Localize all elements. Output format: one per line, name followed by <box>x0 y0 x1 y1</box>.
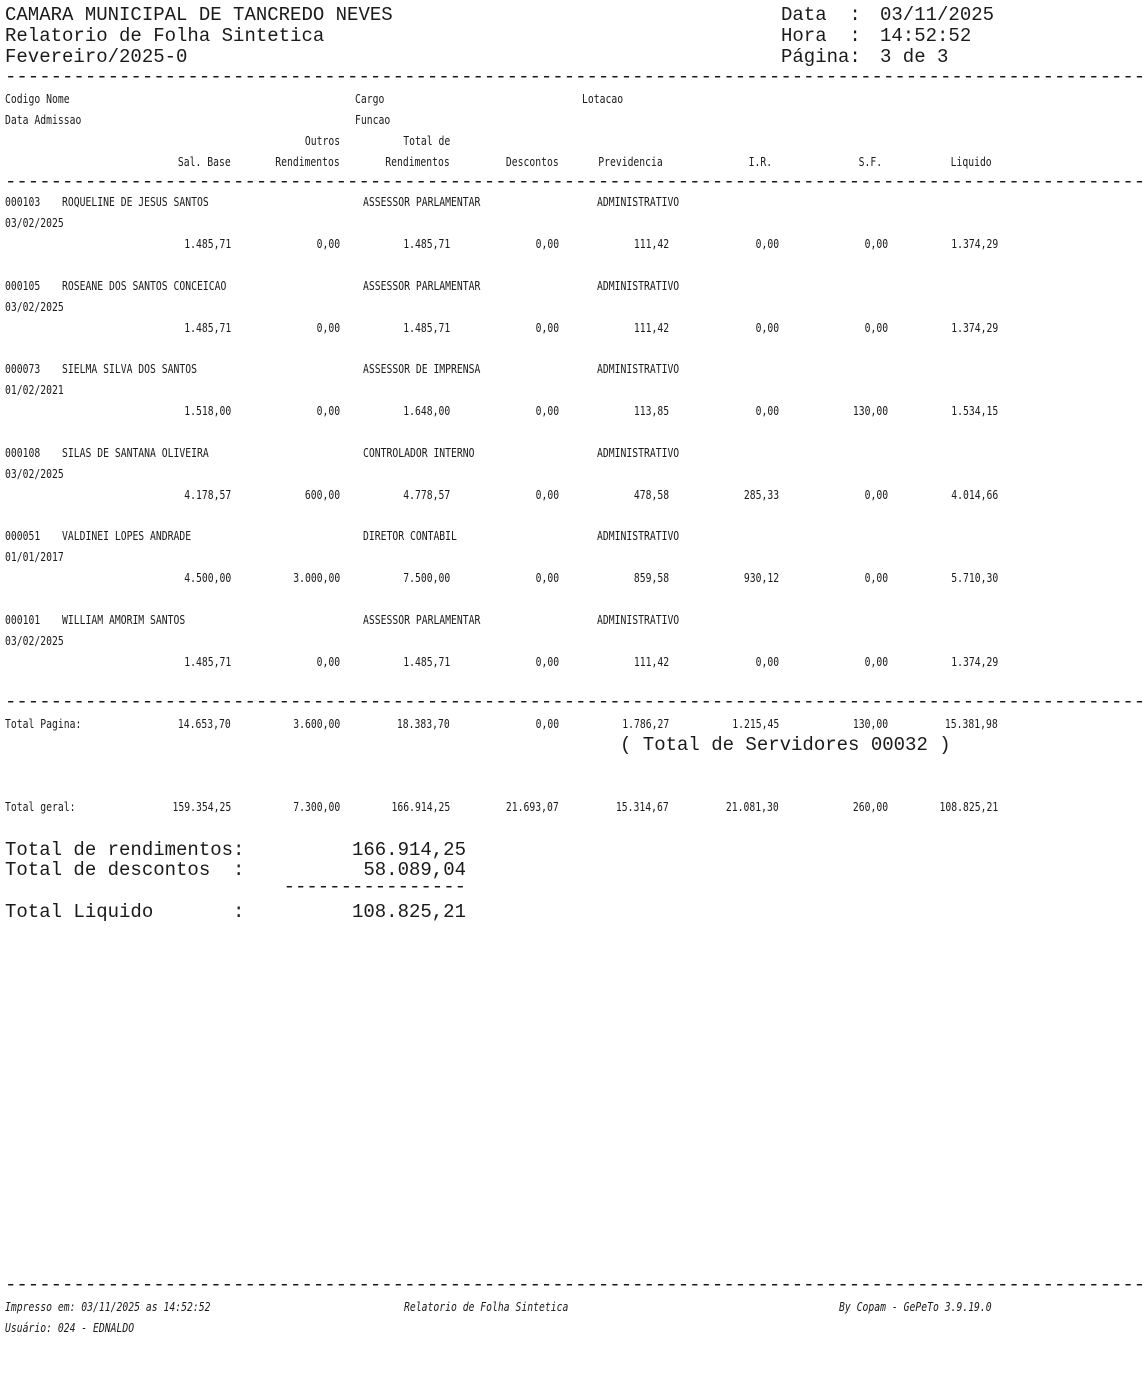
total-general-outros-rendimentos: 7.300,00 <box>293 799 340 814</box>
employee-outros-rendimentos: 0,00 <box>316 236 340 251</box>
divider: ---------------------------------------------------------------------------------------------------- <box>5 691 1145 713</box>
employee-liquido: 1.534,15 <box>951 403 998 418</box>
employee-total-rendimentos: 1.485,71 <box>403 653 450 669</box>
col-total-rendimentos: Rendimentos <box>385 154 450 169</box>
total-page-total-rendimentos: 18.383,70 <box>397 716 450 731</box>
summary-descontos-label: Total de descontos : <box>5 859 245 881</box>
employee-descontos: 0,00 <box>535 319 559 335</box>
employee-code: 000105 <box>5 277 41 293</box>
employee-ir: 930,12 <box>743 570 779 585</box>
total-general-sal-base: 159.354,25 <box>172 799 231 814</box>
employee-total-rendimentos: 7.500,00 <box>403 570 450 585</box>
employee-lotacao: ADMINISTRATIVO <box>597 611 680 627</box>
employee-descontos: 0,00 <box>535 236 559 251</box>
date-value: 03/11/2025 <box>880 4 995 26</box>
page-value: 3 de 3 <box>880 46 949 68</box>
employee-cargo: ASSESSOR PARLAMENTAR <box>363 277 481 293</box>
date-label: Data : <box>781 4 861 26</box>
employee-lotacao: ADMINISTRATIVO <box>597 194 680 209</box>
employee-sal-base: 4.500,00 <box>184 570 231 585</box>
employee-admissao: 03/02/2025 <box>5 215 64 230</box>
employee-lotacao: ADMINISTRATIVO <box>597 277 680 293</box>
employee-total-rendimentos: 4.778,57 <box>403 486 450 502</box>
employee-descontos: 0,00 <box>535 403 559 418</box>
employee-sal-base: 1.485,71 <box>184 653 231 669</box>
col-descontos: Descontos <box>506 154 559 169</box>
summary-liquido-label: Total Liquido : <box>5 901 245 923</box>
employee-liquido: 4.014,66 <box>951 486 998 502</box>
total-general-descontos: 21.693,07 <box>506 799 559 814</box>
employee-name: ROSEANE DOS SANTOS CONCEICAO <box>62 277 227 293</box>
employee-code: 000051 <box>5 528 41 543</box>
col-total-de: Total de <box>403 133 450 148</box>
total-page-sf: 130,00 <box>852 716 888 731</box>
report-title: Relatorio de Folha Sintetica <box>5 25 325 47</box>
total-general-previdencia: 15.314,67 <box>616 799 669 814</box>
col-outros: Outros <box>304 133 340 148</box>
total-general-label: Total geral: <box>5 799 76 814</box>
col-ir: I.R. <box>748 154 772 169</box>
time-label: Hora : <box>781 25 861 47</box>
total-servers: ( Total de Servidores 00032 ) <box>620 734 951 756</box>
employee-admissao: 03/02/2025 <box>5 465 64 481</box>
employee-liquido: 1.374,29 <box>951 236 998 251</box>
divider: ---------------------------------------------------------------------------------------------------- <box>5 1274 1145 1296</box>
total-general-total-rendimentos: 166.914,25 <box>391 799 450 814</box>
employee-outros-rendimentos: 600,00 <box>304 486 340 502</box>
footer-report: Relatorio de Folha Sintetica <box>404 1299 569 1314</box>
employee-ir: 0,00 <box>755 236 779 251</box>
employee-ir: 0,00 <box>755 319 779 335</box>
employee-sal-base: 4.178,57 <box>184 486 231 502</box>
employee-previdencia: 859,58 <box>633 570 669 585</box>
total-page-outros-rendimentos: 3.600,00 <box>293 716 340 731</box>
total-general-ir: 21.081,30 <box>726 799 779 814</box>
employee-sf: 0,00 <box>864 486 888 502</box>
employee-ir: 0,00 <box>755 653 779 669</box>
summary-rendimentos-value: 166.914,25 <box>351 839 466 861</box>
employee-liquido: 5.710,30 <box>951 570 998 585</box>
org-name: CAMARA MUNICIPAL DE TANCREDO NEVES <box>5 4 393 26</box>
summary-descontos-value: 58.089,04 <box>363 859 466 881</box>
employee-sal-base: 1.485,71 <box>184 319 231 335</box>
employee-cargo: DIRETOR CONTABIL <box>363 528 457 543</box>
employee-total-rendimentos: 1.485,71 <box>403 236 450 251</box>
footer-user: Usuário: 024 - EDNALDO <box>5 1320 135 1335</box>
employee-code: 000108 <box>5 444 41 460</box>
employee-previdencia: 111,42 <box>633 653 669 669</box>
employee-name: ROQUELINE DE JESUS SANTOS <box>62 194 209 209</box>
time-value: 14:52:52 <box>880 25 972 47</box>
employee-outros-rendimentos: 0,00 <box>316 653 340 669</box>
employee-outros-rendimentos: 3.000,00 <box>293 570 340 585</box>
employee-admissao: 01/01/2017 <box>5 549 64 564</box>
col-funcao: Funcao <box>355 112 391 127</box>
page-label: Página: <box>781 46 861 68</box>
total-page-previdencia: 1.786,27 <box>622 716 669 731</box>
total-general-sf: 260,00 <box>852 799 888 814</box>
employee-admissao: 03/02/2025 <box>5 632 64 648</box>
employee-descontos: 0,00 <box>535 486 559 502</box>
employee-admissao: 01/02/2021 <box>5 382 64 397</box>
employee-code: 000103 <box>5 194 41 209</box>
employee-name: SIELMA SILVA DOS SANTOS <box>62 361 198 376</box>
employee-previdencia: 113,85 <box>633 403 669 418</box>
col-codigo-nome: Codigo Nome <box>5 91 70 106</box>
summary-rendimentos-label: Total de rendimentos: <box>5 839 245 861</box>
employee-liquido: 1.374,29 <box>951 653 998 669</box>
employee-ir: 285,33 <box>743 486 779 502</box>
employee-outros-rendimentos: 0,00 <box>316 403 340 418</box>
employee-code: 000101 <box>5 611 41 627</box>
employee-cargo: CONTROLADOR INTERNO <box>363 444 475 460</box>
divider: ---------------------------------------------------------------------------------------------------- <box>5 66 1145 88</box>
employee-name: WILLIAM AMORIM SANTOS <box>62 611 186 627</box>
employee-ir: 0,00 <box>755 403 779 418</box>
employee-sf: 0,00 <box>864 319 888 335</box>
total-page-label: Total Pagina: <box>5 716 82 731</box>
col-lotacao: Lotacao <box>582 91 624 106</box>
employee-admissao: 03/02/2025 <box>5 298 64 314</box>
total-page-liquido: 15.381,98 <box>945 716 998 731</box>
employee-sf: 0,00 <box>864 653 888 669</box>
total-page-sal-base: 14.653,70 <box>178 716 231 731</box>
total-page-descontos: 0,00 <box>535 716 559 731</box>
col-sal-base: Sal. Base <box>178 154 231 169</box>
footer-by: By Copam - GePeTo 3.9.19.0 <box>839 1299 992 1314</box>
col-cargo: Cargo <box>355 91 385 106</box>
employee-name: SILAS DE SANTANA OLIVEIRA <box>62 444 209 460</box>
summary-liquido-value: 108.825,21 <box>351 901 466 923</box>
employee-sal-base: 1.485,71 <box>184 236 231 251</box>
employee-sal-base: 1.518,00 <box>184 403 231 418</box>
employee-lotacao: ADMINISTRATIVO <box>597 528 680 543</box>
col-rendimentos: Rendimentos <box>275 154 340 169</box>
total-page-ir: 1.215,45 <box>732 716 779 731</box>
col-data-admissao: Data Admissao <box>5 112 82 127</box>
employee-previdencia: 111,42 <box>633 236 669 251</box>
employee-name: VALDINEI LOPES ANDRADE <box>62 528 192 543</box>
summary-divider: ---------------- <box>283 876 466 898</box>
employee-cargo: ASSESSOR PARLAMENTAR <box>363 611 481 627</box>
employee-lotacao: ADMINISTRATIVO <box>597 361 680 376</box>
employee-sf: 0,00 <box>864 236 888 251</box>
col-liquido: Liquido <box>950 154 992 169</box>
employee-total-rendimentos: 1.485,71 <box>403 319 450 335</box>
employee-sf: 0,00 <box>864 570 888 585</box>
employee-cargo: ASSESSOR DE IMPRENSA <box>363 361 481 376</box>
employee-lotacao: ADMINISTRATIVO <box>597 444 680 460</box>
employee-descontos: 0,00 <box>535 570 559 585</box>
employee-previdencia: 478,58 <box>633 486 669 502</box>
employee-liquido: 1.374,29 <box>951 319 998 335</box>
total-general-liquido: 108.825,21 <box>939 799 998 814</box>
report-period: Fevereiro/2025-0 <box>5 46 188 68</box>
employee-sf: 130,00 <box>852 403 888 418</box>
employee-outros-rendimentos: 0,00 <box>316 319 340 335</box>
employee-cargo: ASSESSOR PARLAMENTAR <box>363 194 481 209</box>
employee-total-rendimentos: 1.648,00 <box>403 403 450 418</box>
employee-descontos: 0,00 <box>535 653 559 669</box>
employee-previdencia: 111,42 <box>633 319 669 335</box>
col-sf: S.F. <box>858 154 882 169</box>
col-previdencia: Previdencia <box>598 154 663 169</box>
divider: ---------------------------------------------------------------------------------------------------- <box>5 171 1145 193</box>
footer-printed: Impresso em: 03/11/2025 as 14:52:52 <box>5 1299 211 1314</box>
employee-code: 000073 <box>5 361 41 376</box>
